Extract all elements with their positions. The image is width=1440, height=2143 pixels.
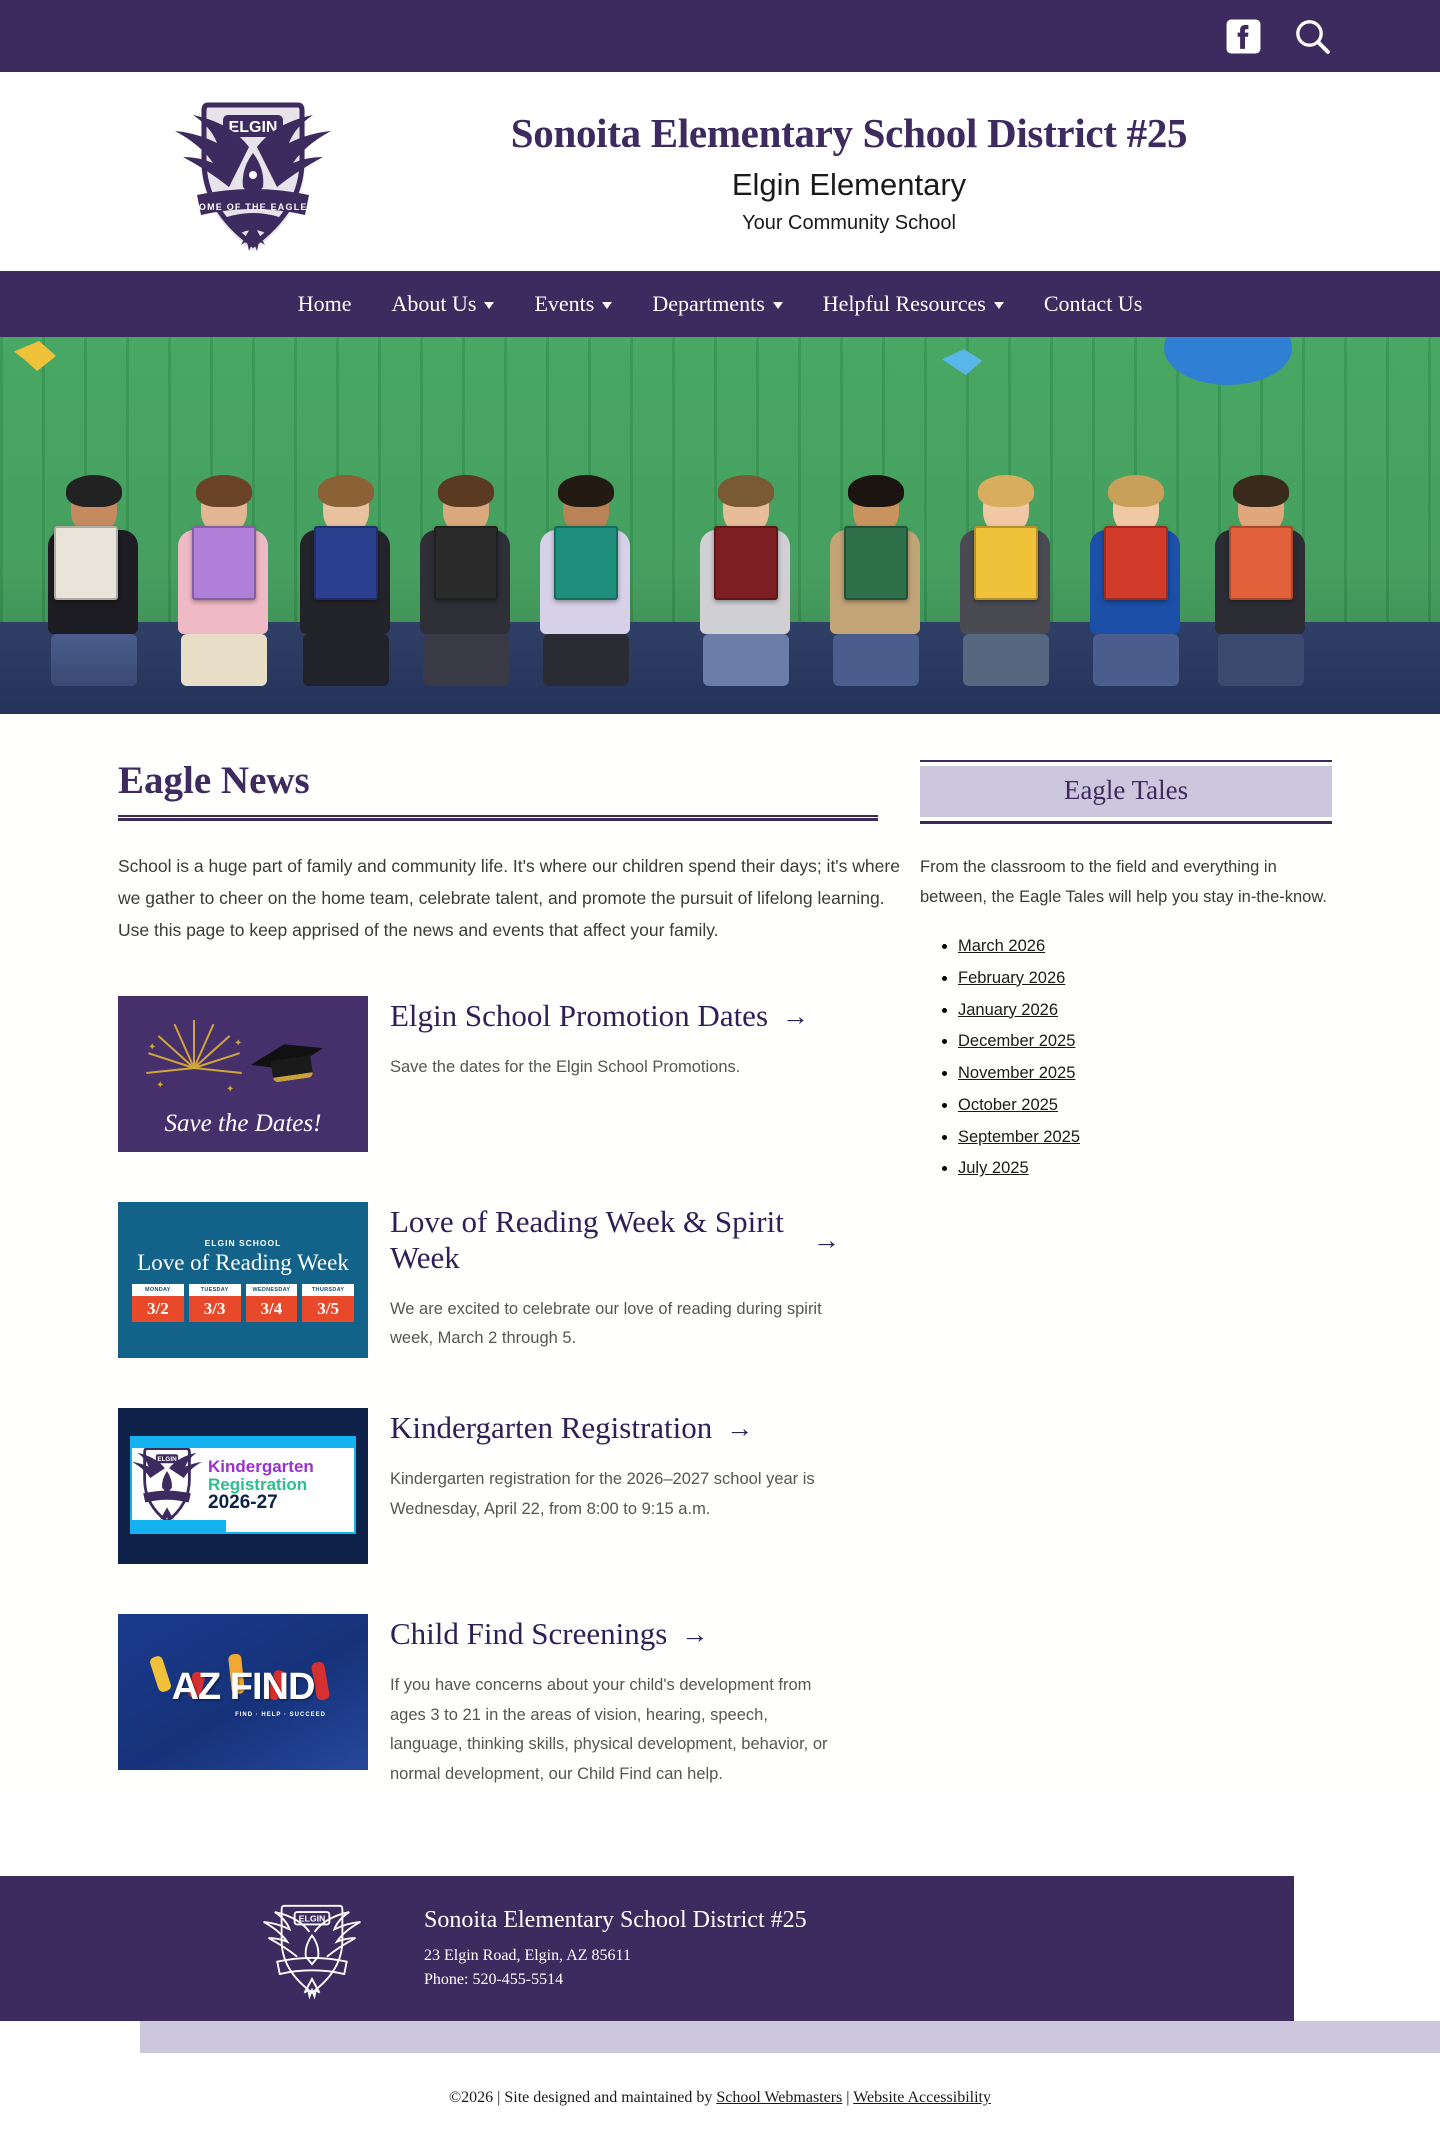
search-icon[interactable] bbox=[1292, 16, 1332, 56]
footer-address-block bbox=[424, 1907, 807, 1989]
hero-student bbox=[300, 482, 392, 686]
intro-paragraph: School is a huge part of family and community life. It's where our children spend their days; it's where we gather to cheer on the home team, celebrate talent, and promote the pursuit of lifelong learning. Use this page to keep apprised of the news and events that affect your family. bbox=[118, 855, 900, 940]
footer-spacer bbox=[0, 1790, 1440, 1876]
day-date: 3/2 bbox=[132, 1296, 184, 1322]
news-thumbnail-save-the-dates[interactable] bbox=[118, 996, 368, 1152]
list-item bbox=[958, 1156, 1332, 1181]
chevron-down-icon bbox=[484, 302, 494, 309]
news-item-title-text: Elgin School Promotion Dates bbox=[390, 998, 769, 1034]
copyright-text: ©2026 | Site designed and maintained by bbox=[449, 2088, 717, 2106]
nav-label: Departments bbox=[652, 291, 765, 316]
utility-bar bbox=[0, 0, 1440, 75]
day-of-week: MONDAY bbox=[132, 1284, 184, 1296]
news-item-title[interactable] bbox=[390, 1410, 840, 1446]
nav-item-helpful-resources[interactable] bbox=[803, 291, 1024, 317]
nav-label: Contact Us bbox=[1043, 291, 1143, 316]
arrow-right-icon: → bbox=[813, 1224, 840, 1255]
logo-link[interactable] bbox=[128, 83, 378, 263]
kinder-line-1: Kindergarten bbox=[208, 1457, 314, 1477]
news-item-title-text: Child Find Screenings bbox=[390, 1616, 668, 1652]
hero-student bbox=[1215, 482, 1307, 686]
masthead-titles bbox=[378, 111, 1440, 236]
nav-label: Home bbox=[297, 291, 352, 316]
kinder-band-top bbox=[130, 1436, 356, 1448]
arrow-right-icon: → bbox=[726, 1412, 754, 1443]
news-item-body bbox=[390, 996, 840, 1152]
day-date: 3/4 bbox=[246, 1296, 298, 1322]
chevron-down-icon bbox=[602, 302, 612, 309]
main-navigation bbox=[0, 271, 1440, 337]
nav-label: Events bbox=[534, 291, 595, 316]
chevron-down-icon bbox=[773, 302, 783, 309]
arrow-right-icon: → bbox=[782, 1000, 810, 1031]
hero-student bbox=[48, 482, 140, 686]
day-block bbox=[132, 1284, 184, 1322]
site-footer bbox=[0, 1876, 1440, 2054]
svg-text:ELGIN: ELGIN bbox=[157, 1456, 177, 1464]
news-column bbox=[0, 759, 900, 1790]
nav-item-events[interactable] bbox=[514, 291, 632, 317]
news-thumbnail-love-of-reading[interactable] bbox=[118, 1202, 368, 1358]
list-item bbox=[958, 1061, 1332, 1086]
copyright-bar bbox=[0, 2054, 1440, 2107]
sidebar-header-inner bbox=[920, 766, 1332, 817]
masthead bbox=[0, 75, 1440, 271]
nav-item-home[interactable] bbox=[278, 291, 372, 317]
news-item[interactable] bbox=[118, 1614, 840, 1789]
newsletter-link[interactable]: February 2026 bbox=[958, 968, 1066, 987]
elgin-eagle-crest-icon bbox=[153, 83, 353, 263]
nav-item-contact-us[interactable] bbox=[1024, 291, 1162, 317]
newsletter-link[interactable]: October 2025 bbox=[958, 1095, 1058, 1114]
news-item-title-text: Love of Reading Week & Spirit Week bbox=[390, 1204, 784, 1276]
district-name: Sonoita Elementary School District #25 bbox=[510, 109, 1188, 156]
newsletter-link[interactable]: March 2026 bbox=[958, 937, 1046, 956]
footer-district-name: Sonoita Elementary School District #25 bbox=[424, 1907, 807, 1934]
news-item-body bbox=[390, 1202, 840, 1358]
list-item bbox=[958, 1093, 1332, 1118]
hero-student bbox=[420, 482, 512, 686]
az-find-wordmark: AZ FIND bbox=[171, 1666, 315, 1709]
newsletter-link[interactable]: November 2025 bbox=[958, 1064, 1076, 1083]
website-accessibility-link[interactable]: Website Accessibility bbox=[853, 2088, 991, 2106]
chevron-down-icon bbox=[994, 302, 1004, 309]
svg-text:ELGIN: ELGIN bbox=[228, 119, 278, 136]
footer-phone: Phone: 520-455-5514 bbox=[424, 1971, 564, 1989]
school-webmasters-link[interactable]: School Webmasters bbox=[716, 2088, 843, 2106]
hero-banner-image bbox=[0, 337, 1440, 714]
list-item bbox=[958, 966, 1332, 991]
svg-text:HOME OF THE EAGLES: HOME OF THE EAGLES bbox=[191, 202, 315, 212]
footer-content bbox=[0, 1876, 1294, 2021]
kindergarten-text bbox=[202, 1458, 314, 1512]
elgin-eagle-crest-icon bbox=[250, 1888, 374, 2008]
nav-item-departments[interactable] bbox=[632, 291, 802, 317]
kinder-line-2: Registration bbox=[208, 1474, 308, 1494]
footer-address: 23 Elgin Road, Elgin, AZ 85611 bbox=[424, 1947, 631, 1965]
thumbnail-caption: Save the Dates! bbox=[164, 1110, 322, 1138]
facebook-icon[interactable] bbox=[1225, 18, 1262, 55]
sidebar-header bbox=[920, 760, 1332, 824]
news-item-title-text: Kindergarten Registration bbox=[390, 1410, 713, 1446]
day-block bbox=[246, 1284, 298, 1322]
sidebar-intro: From the classroom to the field and everything in between, the Eagle Tales will help you stay in-the-know. bbox=[920, 858, 1327, 907]
fireworks-icon: ✦ ✦ ✦ ✦ bbox=[146, 1020, 242, 1116]
day-date: 3/5 bbox=[302, 1296, 354, 1322]
list-item bbox=[958, 998, 1332, 1023]
footer-accent-bar bbox=[140, 2021, 1440, 2053]
page-body bbox=[0, 714, 1440, 1790]
newsletter-archive-list bbox=[920, 934, 1332, 1181]
nav-label: Helpful Resources bbox=[822, 291, 986, 316]
hero-student bbox=[1090, 482, 1182, 686]
news-item-title[interactable] bbox=[390, 998, 840, 1034]
hero-student bbox=[830, 482, 922, 686]
day-date: 3/3 bbox=[189, 1296, 241, 1322]
newsletter-link[interactable]: July 2025 bbox=[958, 1159, 1029, 1178]
day-of-week: TUESDAY bbox=[189, 1284, 241, 1296]
page-title: Eagle News bbox=[118, 759, 310, 802]
nav-item-about-us[interactable] bbox=[372, 291, 515, 317]
tagline: Your Community School bbox=[742, 212, 956, 235]
thumbnail-title: Love of Reading Week bbox=[137, 1250, 349, 1276]
news-thumbnail-az-find[interactable] bbox=[118, 1614, 368, 1770]
hero-student bbox=[178, 482, 270, 686]
news-item-description: Save the dates for the Elgin School Promotions. bbox=[390, 1058, 741, 1077]
news-item-description: We are excited to celebrate our love of reading during spirit week, March 2 through 5. bbox=[390, 1299, 822, 1348]
news-item-body bbox=[390, 1408, 840, 1564]
day-of-week: WEDNESDAY bbox=[246, 1284, 298, 1296]
thumbnail-day-grid bbox=[132, 1284, 354, 1322]
thumbnail-eyebrow: ELGIN SCHOOL bbox=[204, 1238, 282, 1249]
news-item-title[interactable] bbox=[390, 1204, 840, 1275]
arrow-right-icon: → bbox=[681, 1618, 709, 1649]
list-item bbox=[958, 1029, 1332, 1054]
news-thumbnail-kindergarten[interactable] bbox=[118, 1408, 368, 1564]
svg-text:ELGIN: ELGIN bbox=[298, 1913, 326, 1924]
day-of-week: THURSDAY bbox=[302, 1284, 354, 1296]
newsletter-link[interactable]: December 2025 bbox=[958, 1032, 1076, 1051]
kinder-line-3: 2026-27 bbox=[208, 1492, 278, 1514]
graduation-cap-base bbox=[271, 1056, 314, 1083]
news-item-body bbox=[390, 1614, 840, 1789]
newsletter-link[interactable]: January 2026 bbox=[958, 1000, 1058, 1019]
eagle-tales-sidebar bbox=[840, 760, 1440, 1790]
day-block bbox=[302, 1284, 354, 1322]
elgin-eagle-crest-icon bbox=[132, 1443, 202, 1527]
title-divider bbox=[118, 815, 878, 821]
news-item[interactable] bbox=[118, 1408, 840, 1564]
sidebar-title: Eagle Tales bbox=[1063, 775, 1189, 805]
hero-student bbox=[960, 482, 1052, 686]
copyright-separator: | bbox=[842, 2088, 854, 2106]
list-item bbox=[958, 1125, 1332, 1150]
news-item-description: If you have concerns about your child's development from ages 3 to 21 in the areas of vision, hearing, speech, language, thinking skills, physical development, behavior, or normal development, our Child Find can help. bbox=[390, 1676, 828, 1784]
nav-label: About Us bbox=[391, 291, 477, 316]
news-item-title[interactable] bbox=[390, 1616, 840, 1652]
day-block bbox=[189, 1284, 241, 1322]
hero-student bbox=[540, 482, 632, 686]
hero-student bbox=[700, 482, 792, 686]
school-name: Elgin Elementary bbox=[731, 167, 967, 203]
news-item-description: Kindergarten registration for the 2026–2027 school year is Wednesday, April 22, from 8:00 to 9:15 a.m. bbox=[390, 1470, 815, 1518]
newsletter-link[interactable]: September 2025 bbox=[958, 1127, 1081, 1146]
news-item[interactable] bbox=[118, 1202, 840, 1358]
az-find-tagline: FIND · HELP · SUCCEED bbox=[235, 1712, 326, 1719]
news-item[interactable] bbox=[118, 996, 840, 1152]
kinder-band-bottom bbox=[130, 1520, 226, 1534]
list-item bbox=[958, 934, 1332, 959]
